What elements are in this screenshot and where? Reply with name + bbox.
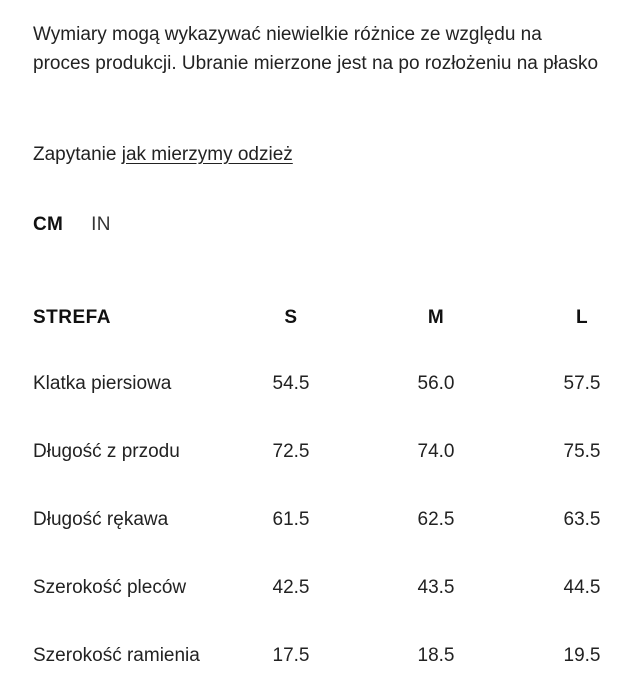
row-label-sleeve-length: Długość rękawa	[33, 509, 169, 530]
value-shoulder-width-l: 19.5	[563, 645, 601, 666]
value-back-width-s: 42.5	[272, 577, 310, 598]
value-back-width-l: 44.5	[563, 577, 601, 598]
value-front-length-m: 74.0	[417, 441, 455, 462]
unit-switcher	[33, 214, 111, 236]
row-label-front-length: Długość z przodu	[33, 441, 180, 462]
row-label-shoulder-width: Szerokość ramienia	[33, 645, 200, 666]
value-sleeve-length-s: 61.5	[272, 509, 310, 530]
inquiry-prefix: Zapytanie	[33, 144, 122, 165]
header-size-l: L	[575, 307, 589, 328]
header-size-m: M	[427, 307, 445, 328]
value-chest-m: 56.0	[417, 373, 455, 394]
value-sleeve-length-l: 63.5	[563, 509, 601, 530]
row-label-back-width: Szerokość pleców	[33, 577, 187, 598]
how-we-measure-link[interactable]: jak mierzymy odzież	[121, 144, 293, 165]
header-zone: STREFA	[33, 307, 111, 328]
value-front-length-l: 75.5	[563, 441, 601, 462]
measurement-inquiry	[33, 140, 293, 169]
value-back-width-m: 43.5	[417, 577, 455, 598]
value-sleeve-length-m: 62.5	[417, 509, 455, 530]
value-shoulder-width-m: 18.5	[417, 645, 455, 666]
value-shoulder-width-s: 17.5	[272, 645, 310, 666]
unit-cm-toggle[interactable]: CM	[33, 214, 64, 235]
value-front-length-s: 72.5	[272, 441, 310, 462]
measurement-disclaimer: Wymiary mogą wykazywać niewielkie różnice ze względu na proces produkcji. Ubranie mierzone jest na po rozłożeniu na płasko	[33, 24, 599, 74]
unit-in-toggle[interactable]: IN	[91, 214, 111, 235]
row-label-chest: Klatka piersiowa	[33, 373, 172, 394]
value-chest-l: 57.5	[563, 373, 601, 394]
value-chest-s: 54.5	[272, 373, 310, 394]
header-size-s: S	[284, 307, 298, 328]
